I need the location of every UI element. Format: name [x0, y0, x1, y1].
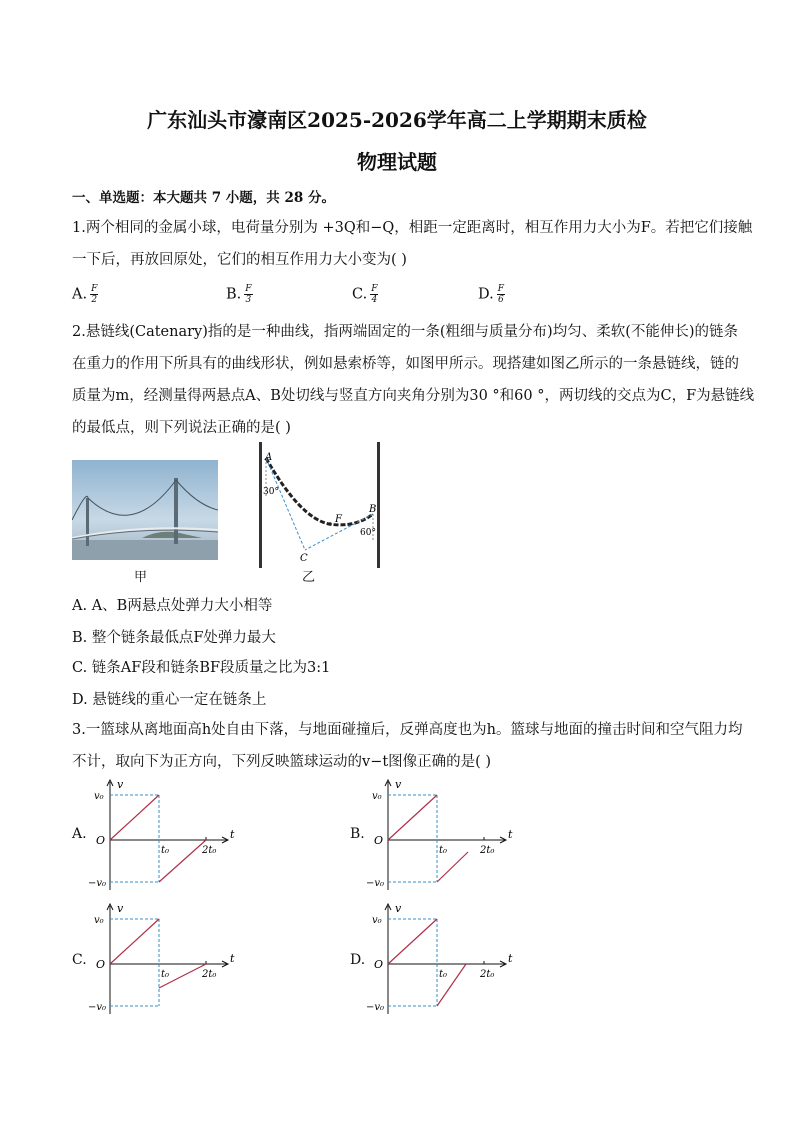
velocity-segment-1: [388, 795, 437, 840]
velocity-segment-1: [110, 795, 159, 840]
section-heading: 一、单选题：本大题共 7 小题，共 28 分。: [72, 190, 335, 206]
q2-option-d: D. 悬链线的重心一定在链条上: [72, 692, 267, 708]
v-axis-label: v: [395, 778, 402, 791]
q1-line1: 1.两个相同的金属小球，电荷量分别为 +3Q和−Q，相距一定距离时，相互作用力大小为F。若把它们接触: [72, 220, 753, 236]
q3-option-a-label: A.: [72, 826, 87, 842]
v0-tick-label: v₀: [94, 791, 104, 802]
t-axis-label: t: [508, 828, 513, 841]
figure-jia-caption: 甲: [134, 570, 148, 585]
q3-option-b-label: B.: [350, 826, 365, 842]
neg-v0-tick-label: −v₀: [366, 1002, 385, 1013]
t0-tick-label: t₀: [161, 969, 170, 980]
t0-tick-label: t₀: [161, 845, 170, 856]
q2-line1: 2.悬链线(Catenary)指的是一种曲线，指两端固定的一条(粗细与质量分布)均匀、柔软(不能伸长)的链条: [72, 324, 739, 340]
neg-v0-tick-label: −v₀: [366, 878, 385, 889]
q3-option-d-label: D.: [350, 952, 366, 968]
neg-v0-tick-label: −v₀: [88, 1002, 107, 1013]
q3-line2: 不计，取向下为正方向，下列反映篮球运动的v−t图像正确的是( ): [72, 754, 492, 770]
velocity-segment-1: [388, 919, 437, 964]
figure-yi-caption: 乙: [302, 570, 316, 585]
label-f: F: [335, 514, 342, 525]
origin-label: O: [96, 958, 106, 971]
velocity-segment-1: [110, 919, 159, 964]
label-60: 60°: [360, 528, 376, 538]
bridge-photo: [72, 460, 218, 560]
v0-tick-label: v₀: [372, 791, 382, 802]
q1-option-b: B. $\frac{F}{3}$: [226, 284, 252, 305]
catenary-diagram: [255, 440, 390, 570]
vt-graph-b: [366, 776, 526, 894]
label-b: B: [369, 504, 377, 515]
origin-label: O: [374, 958, 384, 971]
v0-tick-label: v₀: [94, 915, 104, 926]
q1-line2: 一下后，再放回原处，它们的相互作用力大小变为( ): [72, 252, 407, 268]
q1-option-d: D. $\frac{F}{6}$: [478, 284, 504, 305]
two-t0-tick-label: 2t₀: [202, 969, 217, 980]
vt-graph-d: [366, 900, 526, 1018]
neg-v0-tick-label: −v₀: [88, 878, 107, 889]
v0-tick-label: v₀: [372, 915, 382, 926]
two-t0-tick-label: 2t₀: [202, 845, 217, 856]
q3-option-c-label: C.: [72, 952, 87, 968]
page-title: 广东汕头市濠南区2025-2026学年高二上学期期末质检: [147, 108, 647, 132]
t-axis-label: t: [508, 952, 513, 965]
t0-tick-label: t₀: [439, 845, 448, 856]
t0-tick-label: t₀: [439, 969, 448, 980]
q2-line4: 的最低点，则下列说法正确的是( ): [72, 420, 291, 436]
v-axis-label: v: [117, 902, 124, 915]
velocity-segment-2: [437, 852, 468, 882]
label-30: 30°: [263, 487, 279, 497]
two-t0-tick-label: 2t₀: [480, 969, 495, 980]
q2-line2: 在重力的作用下所具有的曲线形状，例如悬索桥等，如图甲所示。现搭建如图乙所示的一条悬链线，链的: [72, 356, 739, 372]
q3-line1: 3.一篮球从离地面高h处自由下落，与地面碰撞后，反弹高度也为h。篮球与地面的撞击时间和空气阻力均: [72, 722, 743, 738]
vt-graph-c: [88, 900, 248, 1018]
q2-option-c: C. 链条AF段和链条BF段质量之比为3:1: [72, 660, 331, 676]
t-axis-label: t: [230, 828, 235, 841]
q1-option-c: C. $\frac{F}{4}$: [352, 284, 378, 305]
vt-graph-a: [88, 776, 248, 894]
label-a: A: [265, 452, 273, 463]
q1-option-a: A. $\frac{F}{2}$: [72, 284, 98, 305]
page-subtitle: 物理试题: [357, 150, 437, 174]
origin-label: O: [96, 834, 106, 847]
label-c: C: [300, 553, 308, 564]
t-axis-label: t: [230, 952, 235, 965]
q2-option-b: B. 整个链条最低点F处弹力最大: [72, 630, 276, 646]
q2-line3: 质量为m，经测量得两悬点A、B处切线与竖直方向夹角分别为30 °和60 °，两切线的交点为C，F为悬链线: [72, 388, 755, 404]
origin-label: O: [374, 834, 384, 847]
two-t0-tick-label: 2t₀: [480, 845, 495, 856]
q2-option-a: A. A、B两悬点处弹力大小相等: [72, 598, 273, 614]
v-axis-label: v: [117, 778, 124, 791]
v-axis-label: v: [395, 902, 402, 915]
